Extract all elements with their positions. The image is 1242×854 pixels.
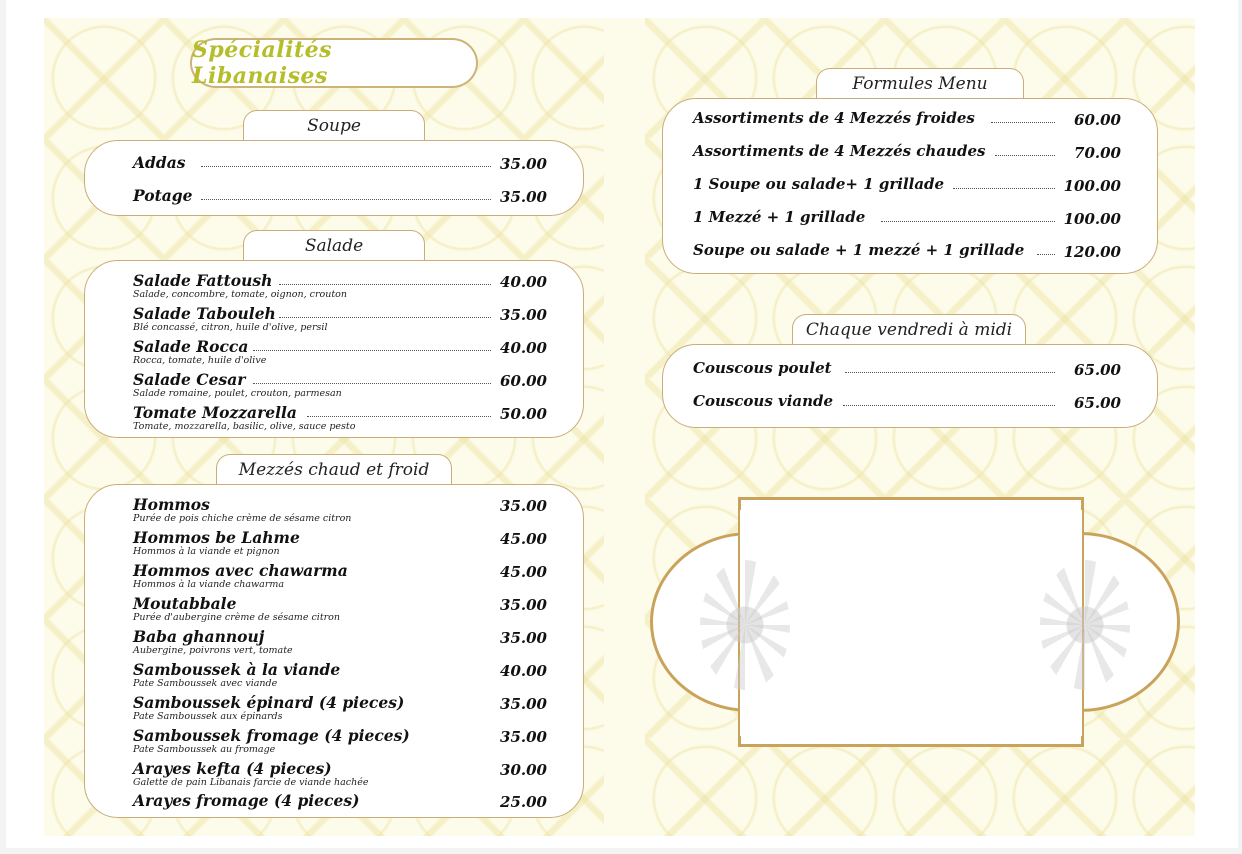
- menu-title-text: Spécialités Libanaises: [192, 37, 333, 89]
- item-price: 35.00: [500, 497, 547, 515]
- item-price: 40.00: [500, 662, 547, 680]
- leader-dots: [307, 415, 491, 417]
- section-title-mezzes: Mezzés chaud et froid: [238, 459, 430, 480]
- item-price: 60.00: [500, 372, 547, 390]
- section-title-soupe: Soupe: [307, 115, 361, 136]
- item-description: Purée d'aubergine crème de sésame citron: [133, 612, 341, 623]
- item-name: Salade Rocca: [133, 337, 249, 356]
- item-name: Couscous poulet: [693, 359, 832, 377]
- menu-item: [85, 271, 583, 299]
- menu-item: [85, 403, 583, 431]
- section-tab-mezzes: [216, 454, 452, 484]
- item-description: Salade, concombre, tomate, oignon, crouton: [133, 289, 347, 300]
- item-price: 40.00: [500, 273, 547, 291]
- item-price: 35.00: [500, 695, 547, 713]
- menu-item: [85, 791, 583, 819]
- menu-title: [190, 38, 478, 88]
- item-description: Hommos à la viande et pignon: [133, 546, 280, 557]
- item-price: 35.00: [500, 728, 547, 746]
- menu-item: [85, 337, 583, 365]
- item-name: Couscous viande: [693, 392, 834, 410]
- item-name: 1 Mezzé + 1 grillade: [693, 208, 866, 226]
- item-name: Hommos be Lahme: [133, 528, 300, 547]
- item-description: Aubergine, poivrons vert, tomate: [133, 645, 293, 656]
- item-name: Assortiments de 4 Mezzés chaudes: [693, 142, 986, 160]
- item-name: Salade Fattoush: [133, 271, 273, 290]
- item-price: 40.00: [500, 339, 547, 357]
- section-box-formules: [662, 98, 1158, 274]
- menu-item: [663, 359, 1157, 387]
- leader-dots: [279, 283, 491, 285]
- leader-dots: [279, 316, 491, 318]
- item-price: 35.00: [500, 155, 547, 173]
- leader-dots: [991, 121, 1055, 123]
- item-price: 65.00: [1074, 361, 1121, 379]
- section-title-vendredi: Chaque vendredi à midi: [805, 319, 1013, 340]
- item-price: 35.00: [500, 306, 547, 324]
- item-name: 1 Soupe ou salade+ 1 grillade: [693, 175, 945, 193]
- section-box-salade: [84, 260, 584, 438]
- item-name: Assortiments de 4 Mezzés froides: [693, 109, 975, 127]
- menu-item: [85, 528, 583, 556]
- menu-item: [85, 627, 583, 655]
- menu-item: [85, 495, 583, 523]
- item-price: 45.00: [500, 563, 547, 581]
- section-tab-vendredi: [792, 314, 1026, 344]
- item-name: Hommos: [133, 495, 210, 514]
- item-name: Arayes fromage (4 pieces): [133, 791, 360, 810]
- leader-dots: [845, 371, 1055, 373]
- section-box-soupe: [84, 140, 584, 216]
- menu-item: [663, 241, 1157, 269]
- menu-item: [85, 660, 583, 688]
- item-name: Arayes kefta (4 pieces): [133, 759, 332, 778]
- item-price: 25.00: [500, 793, 547, 811]
- leader-dots: [1037, 253, 1055, 255]
- item-name: Hommos avec chawarma: [133, 561, 348, 580]
- item-description: Pate Samboussek avec viande: [133, 678, 278, 689]
- item-name: Samboussek épinard (4 pieces): [133, 693, 405, 712]
- item-name: Tomate Mozzarella: [133, 403, 297, 422]
- section-box-vendredi: [662, 344, 1158, 428]
- item-price: 35.00: [500, 188, 547, 206]
- item-description: Pate Samboussek au fromage: [133, 744, 276, 755]
- item-price: 60.00: [1074, 111, 1121, 129]
- section-box-mezzes: [84, 484, 584, 818]
- item-description: Pate Samboussek aux épinards: [133, 711, 283, 722]
- leader-dots: [201, 165, 491, 167]
- item-description: Tomate, mozzarella, basilic, olive, sauce pesto: [133, 421, 356, 432]
- menu-item: [663, 392, 1157, 420]
- leader-dots: [953, 187, 1055, 189]
- menu-item: [85, 594, 583, 622]
- menu-item: [85, 370, 583, 398]
- menu-item: [85, 186, 583, 214]
- item-description: Galette de pain Libanais farcie de viande hachée: [133, 777, 369, 788]
- leader-dots: [843, 404, 1055, 406]
- item-name: Samboussek fromage (4 pieces): [133, 726, 410, 745]
- section-title-salade: Salade: [304, 235, 364, 256]
- menu-item: [85, 304, 583, 332]
- section-tab-salade: [243, 230, 425, 260]
- item-description: Hommos à la viande chawarma: [133, 579, 285, 590]
- item-name: Soupe ou salade + 1 mezzé + 1 grillade: [693, 241, 1025, 259]
- leader-dots: [881, 220, 1055, 222]
- item-name: Baba ghannouj: [133, 627, 265, 646]
- item-price: 120.00: [1063, 243, 1121, 261]
- item-description: Salade romaine, poulet, crouton, parmesan: [133, 388, 342, 399]
- item-name: Moutabbale: [133, 594, 237, 613]
- item-price: 65.00: [1074, 394, 1121, 412]
- item-price: 30.00: [500, 761, 547, 779]
- menu-item: [663, 142, 1157, 170]
- page-fold: [604, 18, 646, 836]
- leader-dots: [253, 382, 491, 384]
- section-tab-soupe: [243, 110, 425, 140]
- leader-dots: [995, 154, 1055, 156]
- item-description: Rocca, tomate, huile d'olive: [133, 355, 267, 366]
- item-price: 50.00: [500, 405, 547, 423]
- leader-dots: [201, 198, 491, 200]
- menu-item: [85, 693, 583, 721]
- rosette-ornament-left: [700, 560, 790, 690]
- section-tab-formules: [816, 68, 1024, 98]
- section-title-formules: Formules Menu: [852, 73, 988, 94]
- item-description: Blé concassé, citron, huile d'olive, persil: [133, 322, 328, 333]
- menu-item: [663, 175, 1157, 203]
- menu-item: [663, 208, 1157, 236]
- leader-dots: [253, 349, 491, 351]
- item-price: 35.00: [500, 596, 547, 614]
- rosette-ornament-right: [1040, 560, 1130, 690]
- item-name: Addas: [133, 153, 186, 172]
- item-price: 35.00: [500, 629, 547, 647]
- menu-item: [85, 153, 583, 181]
- item-name: Potage: [133, 186, 193, 205]
- menu-item: [85, 561, 583, 589]
- frame-interior: [740, 510, 1082, 736]
- menu-item: [85, 759, 583, 787]
- item-price: 45.00: [500, 530, 547, 548]
- item-description: Purée de pois chiche crème de sésame citron: [133, 513, 352, 524]
- item-price: 100.00: [1063, 210, 1121, 228]
- item-name: Salade Tabouleh: [133, 304, 276, 323]
- menu-item: [85, 726, 583, 754]
- item-price: 100.00: [1063, 177, 1121, 195]
- menu-item: [663, 109, 1157, 137]
- item-name: Salade Cesar: [133, 370, 246, 389]
- item-price: 70.00: [1074, 144, 1121, 162]
- item-name: Samboussek à la viande: [133, 660, 341, 679]
